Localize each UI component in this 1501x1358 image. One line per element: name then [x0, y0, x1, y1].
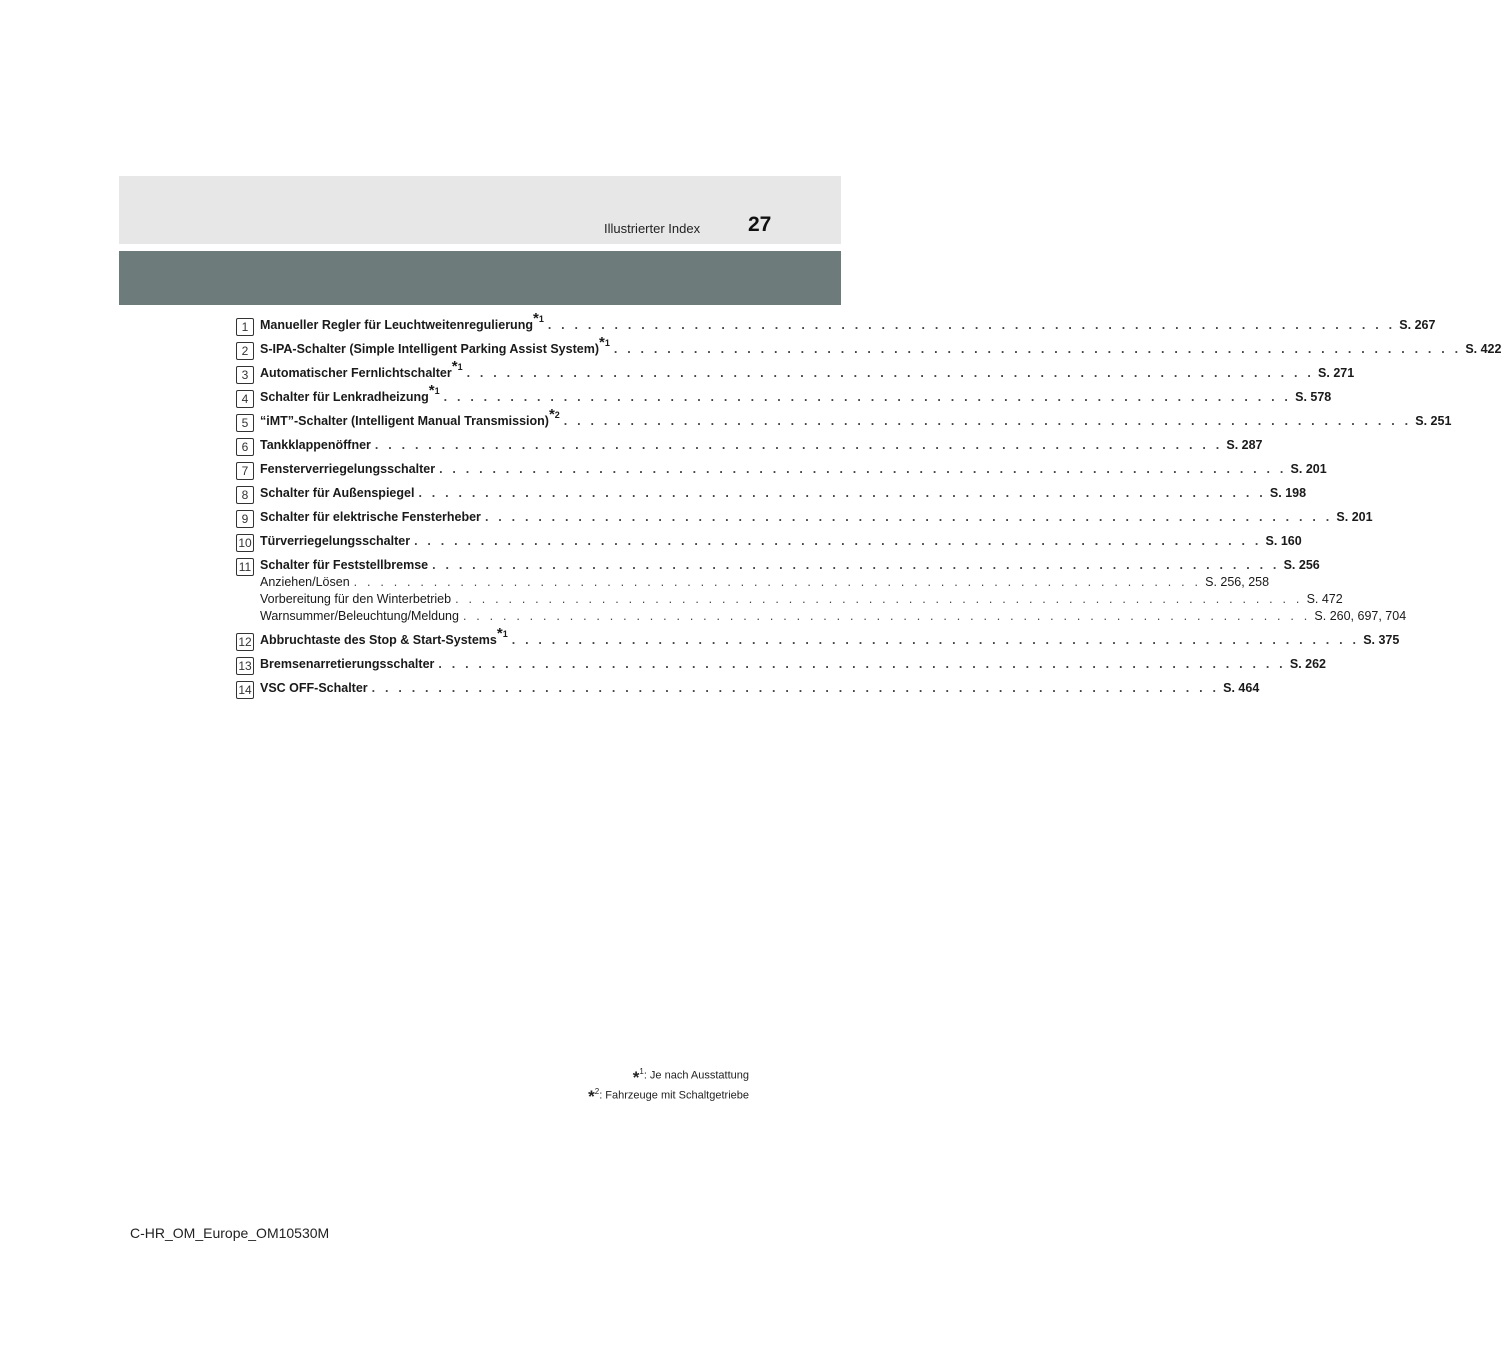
- index-entry-line: [260, 657, 1326, 672]
- leader-dots: . . . . . . . . . . . . . . . . . . . . . . . . . . . . . . . . . . . . . . . . . . . . . . . . . . . . . . . . . . . . . . . .: [414, 534, 1262, 548]
- leader-dots: . . . . . . . . . . . . . . . . . . . . . . . . . . . . . . . . . . . . . . . . . . . . . . . . . . . . . . . . . . . . . . . .: [432, 558, 1280, 572]
- leader-dots: . . . . . . . . . . . . . . . . . . . . . . . . . . . . . . . . . . . . . . . . . . . . . . . . . . . . . . . . . . . . . . . .: [466, 366, 1315, 380]
- index-entry-line: [260, 333, 1501, 357]
- index-entry: [236, 558, 1407, 624]
- index-entry: [236, 534, 1302, 550]
- footnote: *$^1$: Je nach Ausstattung: [632, 1067, 749, 1087]
- index-subentry-page-ref: S. 472: [1306, 592, 1343, 606]
- index-entry-line: [260, 486, 1307, 501]
- index-subentry-label: Anziehen/Lösen: [260, 575, 350, 589]
- index-entry-label: Schalter für elektrische Fensterheber: [260, 510, 481, 524]
- leader-dots: . . . . . . . . . . . . . . . . . . . . . . . . . . . . . . . . . . . . . . . . . . . . . . . . . . . . . . . . . . . . . . . .: [563, 414, 1412, 428]
- footnotes: [588, 1064, 749, 1107]
- footnote-mark: *1: [428, 381, 440, 399]
- index-entry: [236, 462, 1327, 478]
- callout-number: 12: [236, 633, 254, 651]
- index-entry: [236, 381, 1332, 406]
- index-entry-page-ref: S. 422: [1465, 342, 1501, 356]
- index-entry: [236, 657, 1326, 673]
- index-entry-label: Schalter für Feststellbremse: [260, 558, 429, 572]
- index-entry-line: [260, 624, 1400, 648]
- page-number: 27: [748, 213, 772, 236]
- footnote-text: : Fahrzeuge mit Schaltgetriebe: [599, 1089, 749, 1102]
- callout-number: 8: [236, 486, 254, 504]
- leader-dots: . . . . . . . . . . . . . . . . . . . . . . . . . . . . . . . . . . . . . . . . . . . . . . . . . . . . . . . . . . . . . . . .: [462, 609, 1311, 623]
- index-entry-line: [260, 309, 1436, 333]
- index-entry-label: Bremsenarretierungsschalter: [260, 657, 435, 671]
- index-entry: [236, 438, 1263, 454]
- callout-number: 6: [236, 438, 254, 456]
- footnote-mark: *1: [598, 333, 610, 351]
- index-list: [236, 309, 1501, 705]
- leader-dots: . . . . . . . . . . . . . . . . . . . . . . . . . . . . . . . . . . . . . . . . . . . . . . . . . . . . . . . . . . . . . . . .: [511, 633, 1360, 647]
- callout-number: 3: [236, 366, 254, 384]
- index-entry-label: Türverriegelungsschalter: [260, 534, 411, 548]
- index-entry-page-ref: S. 201: [1290, 462, 1327, 476]
- index-subentry-line: [260, 592, 1343, 607]
- index-entry-page-ref: S. 375: [1363, 633, 1400, 647]
- footnote-mark: *2: [548, 405, 560, 423]
- leader-dots: . . . . . . . . . . . . . . . . . . . . . . . . . . . . . . . . . . . . . . . . . . . . . . . . . . . . . . . . . . . . . . . .: [353, 575, 1202, 589]
- index-entry-line: [260, 510, 1373, 525]
- leader-dots: . . . . . . . . . . . . . . . . . . . . . . . . . . . . . . . . . . . . . . . . . . . . . . . . . . . . . . . . . . . . . . . .: [455, 592, 1303, 606]
- index-entry-line: [260, 558, 1320, 573]
- index-entry-label: Manueller Regler für Leuchtweitenregulierung$^{*1}$: [260, 309, 544, 332]
- footnote-mark: *1: [496, 624, 508, 642]
- callout-number: 11: [236, 558, 254, 576]
- index-entry-page-ref: S. 464: [1223, 681, 1260, 695]
- footnote-mark: *1: [532, 309, 544, 327]
- index-entry-label: Tankklappenöffner: [260, 438, 371, 452]
- index-entry-line: [260, 681, 1260, 696]
- footnote: *$^2$: Fahrzeuge mit Schaltgetriebe: [588, 1086, 749, 1107]
- index-entry: [236, 681, 1260, 697]
- index-entry-line: [260, 381, 1332, 405]
- index-entry-label: VSC OFF-Schalter: [260, 681, 368, 695]
- index-entry: [236, 357, 1355, 382]
- index-subentry-line: [260, 575, 1270, 590]
- index-entry: [236, 333, 1501, 358]
- index-subentry-label: Warnsummer/Beleuchtung/Meldung: [260, 609, 459, 623]
- index-entry: [236, 510, 1373, 526]
- index-entry-label: Automatischer Fernlichtschalter$^{*1}$: [260, 357, 463, 380]
- index-entry-label: Schalter für Lenkradheizung$^{*1}$: [260, 381, 440, 404]
- index-entry-label: Fensterverriegelungsschalter: [260, 462, 436, 476]
- leader-dots: . . . . . . . . . . . . . . . . . . . . . . . . . . . . . . . . . . . . . . . . . . . . . . . . . . . . . . . . . . . . . . . .: [547, 318, 1396, 332]
- index-entry-page-ref: S. 271: [1318, 366, 1355, 380]
- index-subentry-page-ref: S. 256, 258: [1205, 575, 1270, 589]
- leader-dots: . . . . . . . . . . . . . . . . . . . . . . . . . . . . . . . . . . . . . . . . . . . . . . . . . . . . . . . . . . . . . . . .: [439, 462, 1287, 476]
- leader-dots: . . . . . . . . . . . . . . . . . . . . . . . . . . . . . . . . . . . . . . . . . . . . . . . . . . . . . . . . . . . . . . . .: [371, 681, 1220, 695]
- callout-number: 1: [236, 318, 254, 336]
- index-entry-line: [260, 534, 1302, 549]
- index-entry-page-ref: S. 578: [1295, 390, 1332, 404]
- callout-number: 13: [236, 657, 254, 675]
- callout-number: 4: [236, 390, 254, 408]
- callout-number: 10: [236, 534, 254, 552]
- index-entry-line: [260, 438, 1263, 453]
- index-entry-page-ref: S. 256: [1283, 558, 1320, 572]
- index-entry-page-ref: S. 201: [1336, 510, 1373, 524]
- index-entry-page-ref: S. 267: [1399, 318, 1436, 332]
- index-entry-line: [260, 462, 1327, 477]
- callout-number: 9: [236, 510, 254, 528]
- footnote-text: : Je nach Ausstattung: [643, 1069, 749, 1082]
- callout-number: 5: [236, 414, 254, 432]
- leader-dots: . . . . . . . . . . . . . . . . . . . . . . . . . . . . . . . . . . . . . . . . . . . . . . . . . . . . . . . . . . . . . . . .: [438, 657, 1286, 671]
- index-entry-page-ref: S. 262: [1289, 657, 1326, 671]
- index-entry-label: Abbruchtaste des Stop & Start-Systems$^{*1}$: [260, 624, 508, 647]
- leader-dots: . . . . . . . . . . . . . . . . . . . . . . . . . . . . . . . . . . . . . . . . . . . . . . . . . . . . . . . . . . . . . . . .: [418, 486, 1266, 500]
- document-id: C-HR_OM_Europe_OM10530M: [130, 1225, 330, 1241]
- index-entry-line: [260, 405, 1452, 429]
- index-subentry-label: Vorbereitung für den Winterbetrieb: [260, 592, 452, 606]
- index-entry: [236, 405, 1452, 430]
- callout-number: 2: [236, 342, 254, 360]
- index-entry-label: Schalter für Außenspiegel: [260, 486, 415, 500]
- header-band: [119, 176, 841, 244]
- leader-dots: . . . . . . . . . . . . . . . . . . . . . . . . . . . . . . . . . . . . . . . . . . . . . . . . . . . . . . . . . . . . . . . .: [443, 390, 1292, 404]
- index-entry-label: “iMT”-Schalter (Intelligent Manual Transmission)$^{*2}$: [260, 405, 560, 428]
- index-entry-page-ref: S. 160: [1265, 534, 1302, 548]
- index-entry-page-ref: S. 198: [1269, 486, 1307, 500]
- callout-number: 14: [236, 681, 254, 699]
- section-title: Illustrierter Index: [604, 221, 701, 236]
- footnote-mark: *1: [451, 357, 463, 375]
- leader-dots: . . . . . . . . . . . . . . . . . . . . . . . . . . . . . . . . . . . . . . . . . . . . . . . . . . . . . . . . . . . . . . . .: [613, 342, 1462, 356]
- section-banner: [119, 251, 841, 305]
- index-entry-line: [260, 357, 1355, 381]
- index-entry-label: S-IPA-Schalter (Simple Intelligent Parking Assist System)$^{*1}$: [260, 333, 610, 356]
- callout-number: 7: [236, 462, 254, 480]
- index-entry: [236, 624, 1400, 649]
- index-entry: [236, 486, 1307, 502]
- index-entry: [236, 309, 1436, 334]
- leader-dots: . . . . . . . . . . . . . . . . . . . . . . . . . . . . . . . . . . . . . . . . . . . . . . . . . . . . . . . . . . . . . . . .: [484, 510, 1333, 524]
- leader-dots: . . . . . . . . . . . . . . . . . . . . . . . . . . . . . . . . . . . . . . . . . . . . . . . . . . . . . . . . . . . . . . . .: [374, 438, 1223, 452]
- index-entry-page-ref: S. 287: [1226, 438, 1263, 452]
- index-subentry-page-ref: S. 260, 697, 704: [1314, 609, 1407, 623]
- index-entry-page-ref: S. 251: [1415, 414, 1452, 428]
- index-subentry-line: [260, 609, 1407, 624]
